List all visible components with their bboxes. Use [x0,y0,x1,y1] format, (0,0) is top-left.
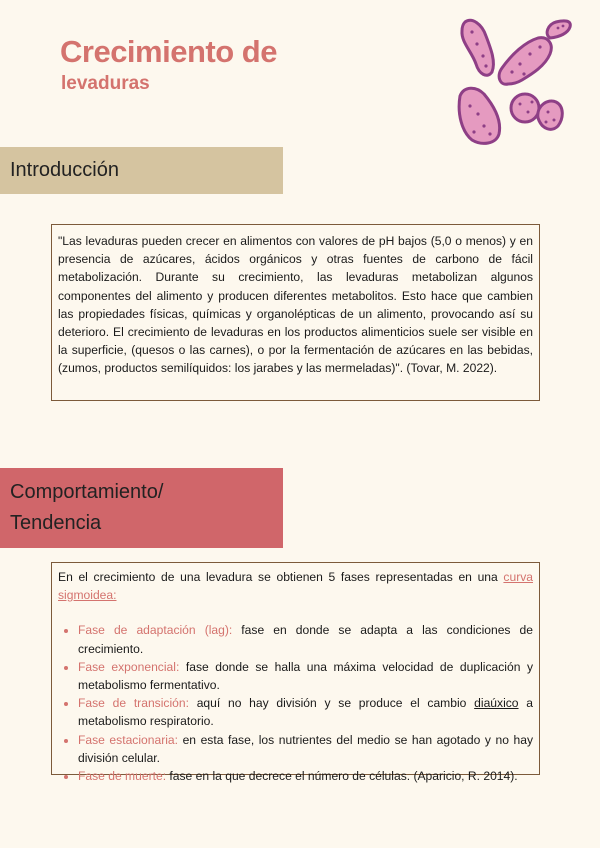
introduction-heading: Introducción [0,147,283,194]
yeast-cell-icon [511,94,539,122]
phase-name: Fase estacionaria: [78,732,179,747]
phase-name: Fase exponencial: [78,659,180,674]
phase-name: Fase de adaptación (lag): [78,623,233,638]
phase-name: Fase de transición: [78,696,189,711]
diauxic-term: diaúxico [474,696,519,711]
behavior-intro-paragraph [58,568,533,604]
yeast-cell-icon [462,20,494,75]
phase-list [58,621,533,785]
introduction-text-box [51,224,540,401]
phase-description: fase en la que decrece el número de células. (Aparicio, R. 2014). [166,769,518,784]
yeast-cell-icon [547,21,570,38]
behavior-intro-text: En el crecimiento de una levadura se obtienen 5 fases representadas en una [58,570,504,584]
phase-item-stationary [78,731,533,767]
behavior-text-box [51,562,540,784]
phase-description: en esta fase, los nutrientes del medio se han agotado y no hay división celular. [78,732,533,765]
phase-description: aquí no hay división y se produce el cambio [188,696,475,711]
phase-item-transition [78,694,533,730]
sigmoid-curve-link[interactable]: curva sigmoidea: [58,570,533,603]
yeast-cell-icon [499,38,551,85]
phase-item-death [78,767,533,785]
page-title: Crecimiento de [60,34,277,69]
yeast-cell-icon [459,88,500,143]
phase-item-lag [78,621,533,657]
phase-description: fase en donde se adapta a las condiciones de crecimiento. [78,623,533,656]
phase-item-exponential [78,658,533,694]
phase-name: Fase de muerte: [78,769,167,784]
phase-description-end: a metabolismo respiratorio. [78,696,534,729]
behavior-heading-line2: Tendencia [10,512,102,534]
page-subtitle: levaduras [61,73,150,94]
behavior-heading [0,468,283,548]
yeast-cell-icon [538,101,562,129]
introduction-text: "Las levaduras pueden crecer en alimentos con valores de pH bajos (5,0 o menos) y en presencia de azúcares, ácidos orgánicos y otras fuentes de carbono de fácil metabolización. Durante su crecimiento, las levaduras metabolizan algunos componentes del alimento y producen diferentes metabolitos. Esto hace que cambien las propiedades físicas, químicas y organolépticas de un alimento, provocando así su deterioro. El crecimiento de levaduras en los productos alimenticios suele ser visible en la superficie, (quesos o las carnes), o por la fermentación de azúcares en las bebidas, (zumos, productos semilíquidos: los jarabes y las mermeladas)". (Tovar, M. 2022). [58,234,533,376]
behavior-heading-line1: Comportamiento/ [10,481,164,503]
phase-description: fase donde se halla una máxima velocidad de duplicación y metabolismo fermentativo. [78,659,533,693]
yeast-cells-icon [452,14,582,148]
